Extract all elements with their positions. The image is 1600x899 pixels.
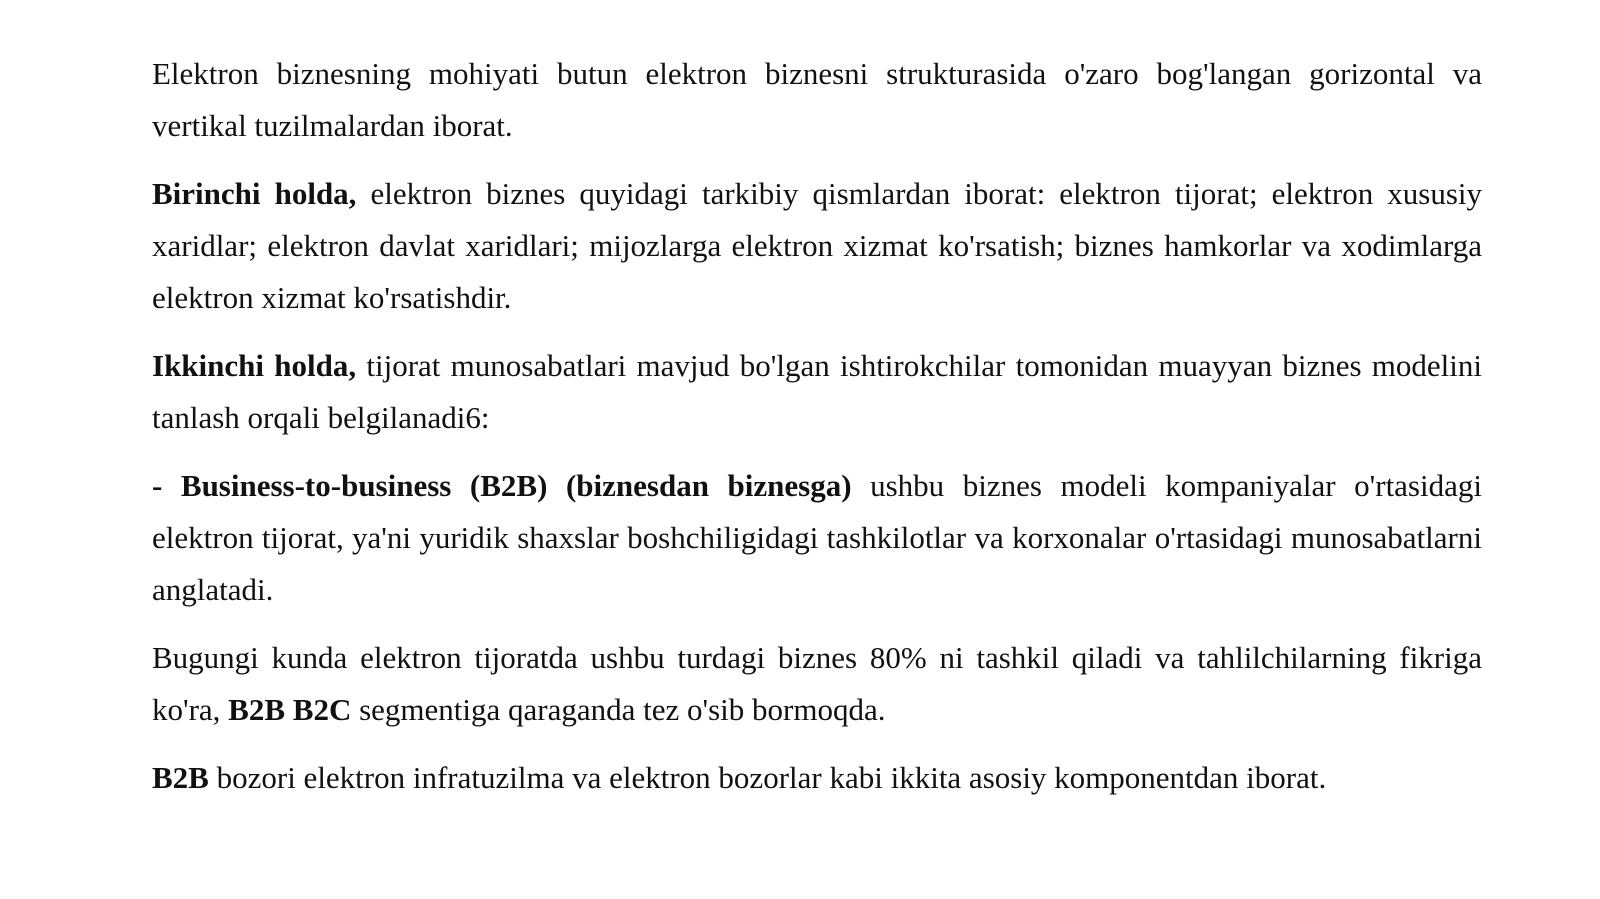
paragraph-bold-inline: B2B B2C [228,692,352,727]
paragraph-text: bozori elektron infratuzilma va elektron bozorlar kabi ikkita asosiy komponentdan iborat. [208,760,1327,795]
paragraph-bold-lead: Ikkinchi holda, [152,348,357,383]
paragraph-bold-lead: B2B [152,760,209,795]
paragraph-text: Bugungi kunda elektron tijoratda ushbu turdagi biznes 80% ni tashkil qiladi va tahlilchilarning fikriga ko'ra, [152,640,1482,727]
paragraph-first-case [152,168,1482,324]
document-page [152,48,1482,820]
paragraph-text: Elektron biznesning mohiyati butun elektron biznesni strukturasida o'zaro bog'langan gorizontal va vertikal tuzilmalardan iborat. [152,56,1482,143]
paragraph-market-share [152,632,1482,736]
paragraph-bold-lead: Birinchi holda, [152,176,357,211]
paragraph-b2b-components [152,752,1482,804]
paragraph-text: ushbu biznes modeli kompaniyalar o'rtasidagi elektron tijorat, ya'ni yuridik shaxslar boshchiligidagi tashkilotlar va korxonalar o'rtasidagi munosabatlarni anglatadi. [152,468,1482,607]
paragraph-text: segmentiga qaraganda tez o'sib bormoqda. [351,692,886,727]
paragraph-text: elektron biznes quyidagi tarkibiy qismlardan iborat: elektron tijorat; elektron xususiy xaridlar; elektron davlat xaridlari; mijozlarga elektron xizmat ko'rsatish; biznes hamkorlar va xodimlarga elektron xizmat ko'rsatishdir. [152,176,1483,315]
paragraph-text: tijorat munosabatlari mavjud bo'lgan ishtirokchilar tomonidan muayyan biznes modelini tanlash orqali belgilanadi6: [152,348,1482,435]
paragraph-second-case [152,340,1482,444]
paragraph-b2b-definition [152,460,1482,616]
paragraph-essence [152,48,1482,152]
paragraph-bold-lead: - Business-to-business (B2B) (biznesdan biznesga) [152,468,852,503]
